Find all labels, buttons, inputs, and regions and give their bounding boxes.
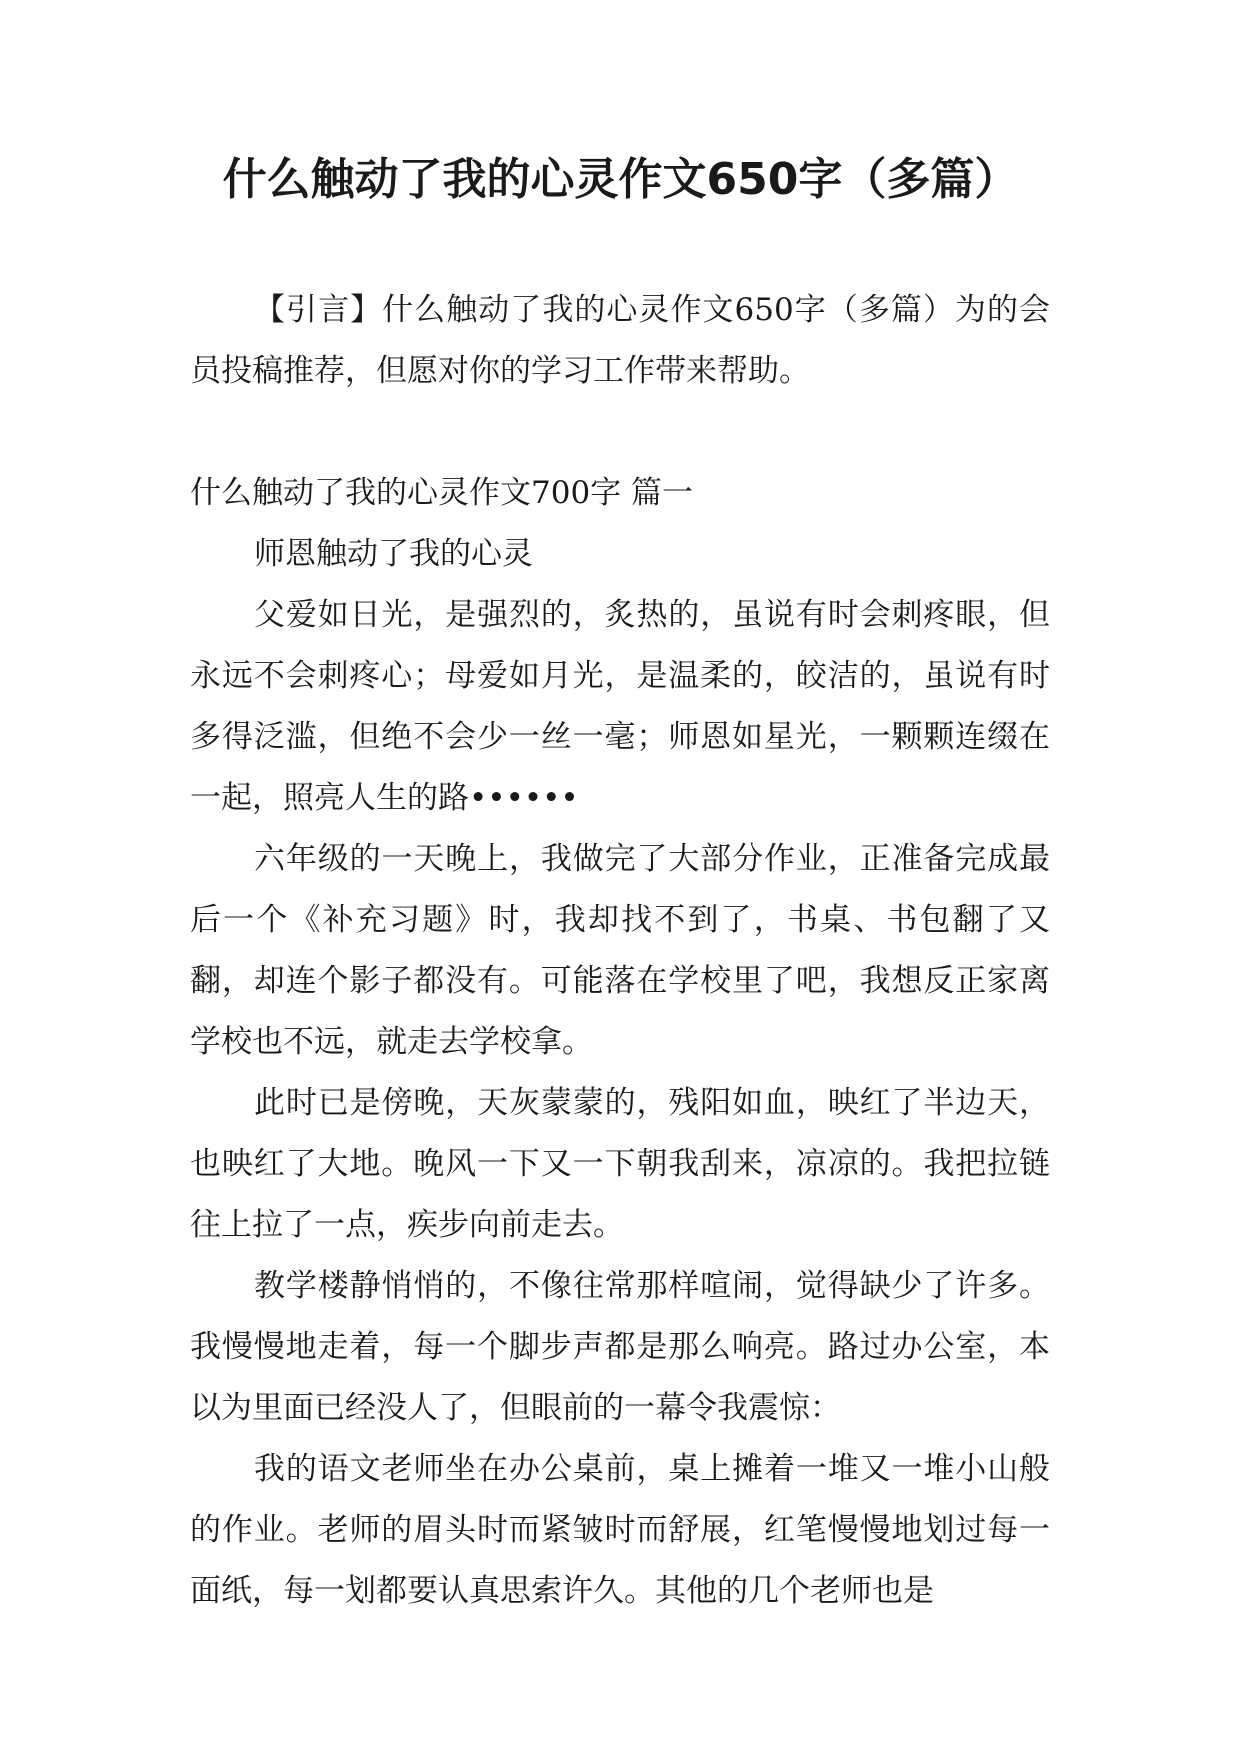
section-heading: 什么触动了我的心灵作文700字 篇一 <box>190 475 694 511</box>
document-body <box>190 280 1050 1622</box>
document-title: 什么触动了我的心灵作文650字（多篇） <box>222 154 1019 205</box>
body-paragraph: 六年级的一天晚上，我做完了大部分作业，正准备完成最后一个《补充习题》时，我却找不到了，书桌、书包翻了又翻，却连个影子都没有。可能落在学校里了吧，我想反正家离学校也不远，就走去学校拿。 <box>190 841 1050 1060</box>
essay-title: 师恩触动了我的心灵 <box>254 536 533 572</box>
body-paragraph: 我的语文老师坐在办公桌前，桌上摊着一堆又一堆小山般的作业。老师的眉头时而紧皱时而舒展，红笔慢慢地划过每一面纸，每一划都要认真思索许久。其他的几个老师也是 <box>190 1451 1050 1609</box>
body-paragraph: 此时已是傍晚，天灰蒙蒙的，残阳如血，映红了半边天，也映红了大地。晚风一下又一下朝我刮来，凉凉的。我把拉链往上拉了一点，疾步向前走去。 <box>190 1085 1050 1243</box>
intro-paragraph: 【引言】什么触动了我的心灵作文650字（多篇）为的会员投稿推荐，但愿对你的学习工作带来帮助。 <box>190 292 1050 389</box>
body-paragraph: 教学楼静悄悄的，不像往常那样喧闹，觉得缺少了许多。我慢慢地走着，每一个脚步声都是那么响亮。路过办公室，本以为里面已经没人了，但眼前的一幕令我震惊： <box>190 1268 1050 1426</box>
body-paragraph: 父爱如日光，是强烈的，炙热的，虽说有时会刺疼眼，但永远不会刺疼心；母爱如月光，是温柔的，皎洁的，虽说有时多得泛滥，但绝不会少一丝一毫；师恩如星光，一颗颗连缀在一起，照亮人生的路•••••• <box>190 597 1050 816</box>
